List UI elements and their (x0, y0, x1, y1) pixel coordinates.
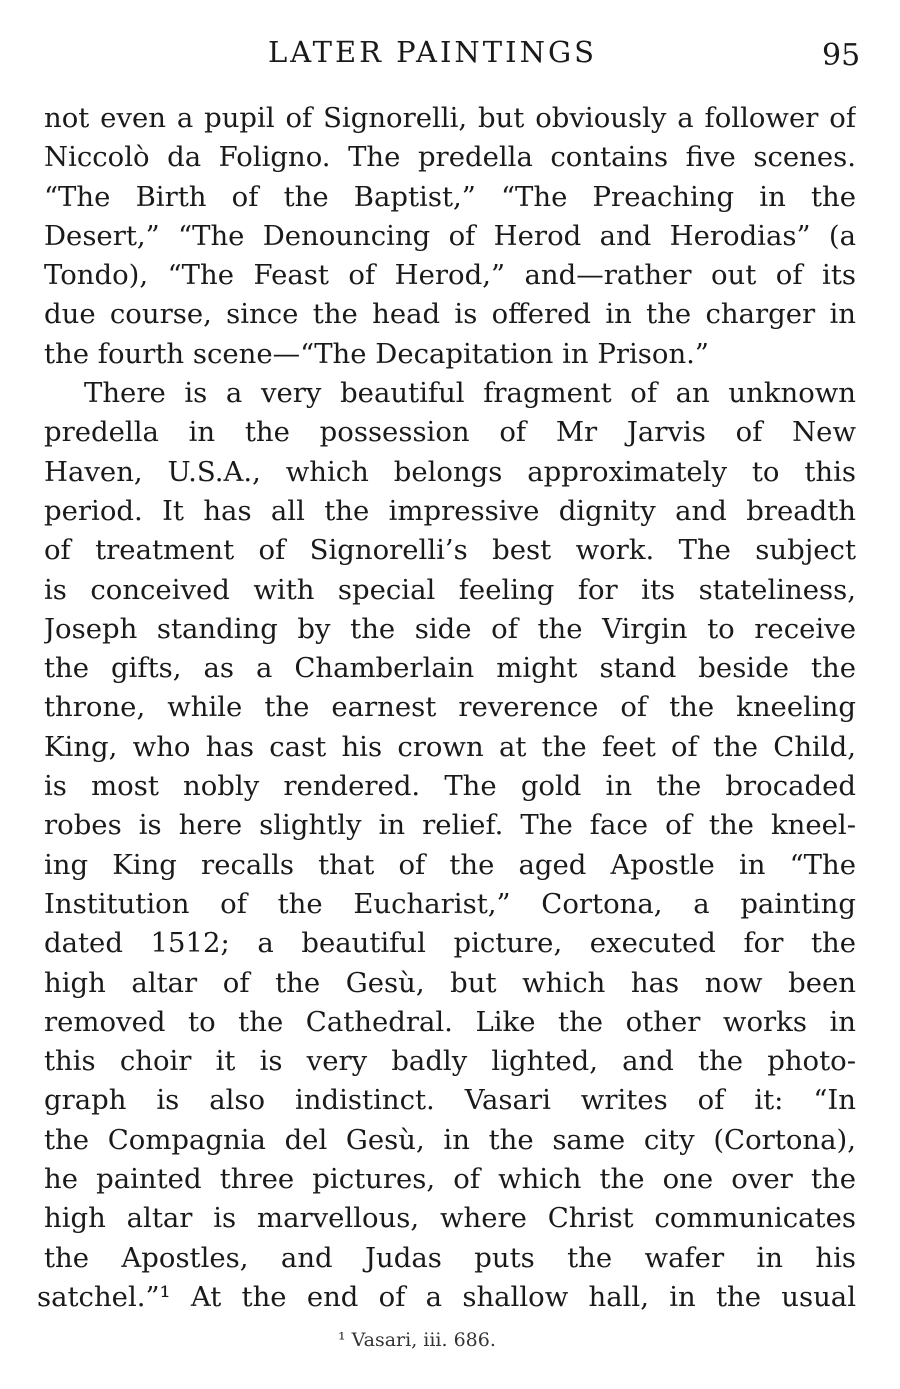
text-line: ing King recalls that of the aged Apostle in “The (44, 848, 856, 881)
text-line: Niccolò da Foligno. The predella contains five scenes. (44, 141, 856, 174)
running-head (0, 30, 900, 74)
text-line: is conceived with special feeling for its stateliness, (44, 573, 856, 606)
text-line: Tondo), “The Feast of Herod,” and—rather out of its (44, 259, 856, 292)
text-line: the gifts, as a Chamberlain might stand beside the (44, 652, 856, 685)
text-line: this choir it is very badly lighted, and the photo- (44, 1045, 856, 1078)
text-line: throne, while the earnest reverence of the kneeling (44, 691, 856, 724)
body-text (37, 99, 856, 1317)
text-line: not even a pupil of Signorelli, but obviously a follower of (44, 102, 856, 134)
text-line: is most nobly rendered. The gold in the brocaded (44, 770, 856, 803)
text-line: of treatment of Signorelli’s best work. The subject (44, 534, 856, 567)
text-line: high altar is marvellous, where Christ communicates (44, 1202, 856, 1235)
text-line: Institution of the Eucharist,” Cortona, a painting (44, 887, 856, 920)
text-line: removed to the Cathedral. Like the other works in (44, 1005, 856, 1038)
text-line: the fourth scene—“The Decapitation in Prison.” (44, 337, 709, 370)
text-line: King, who has cast his crown at the feet of the Child, (44, 730, 856, 763)
text-line: Haven, U.S.A., which belongs approximately to this (44, 455, 856, 488)
footnote: ¹ Vasari, iii. 686. (338, 1329, 496, 1351)
text-line: high altar of the Gesù, but which has now been (44, 966, 856, 999)
paragraph-first-line: There is a very beautiful fragment of an unknown (84, 377, 856, 410)
text-line: graph is also indistinct. Vasari writes of it: “In (44, 1084, 856, 1117)
page-number: 95 (822, 38, 861, 73)
text-line: robes is here slightly in relief. The face of the kneel- (44, 809, 856, 842)
text-line: “The Birth of the Baptist,” “The Preaching in the (44, 180, 856, 213)
text-line: the Compagnia del Gesù, in the same city (Cortona), (44, 1123, 856, 1156)
text-line: he painted three pictures, of which the one over the (44, 1163, 856, 1196)
text-line: Joseph standing by the side of the Virgin to receive (44, 612, 856, 645)
text-line: dated 1512; a beautiful picture, executed for the (44, 927, 856, 960)
text-line: predella in the possession of Mr Jarvis of New (44, 416, 856, 449)
text-line: Desert,” “The Denouncing of Herod and Herodias” (a (44, 219, 856, 252)
text-line: due course, since the head is offered in the charger in (44, 298, 856, 331)
text-line: the Apostles, and Judas puts the wafer in his (44, 1241, 856, 1274)
text-line: satchel.”¹ At the end of a shallow hall, in the usual (37, 1280, 856, 1313)
running-title: LATER PAINTINGS (268, 35, 598, 69)
text-line: period. It has all the impressive dignity and breadth (44, 494, 856, 527)
